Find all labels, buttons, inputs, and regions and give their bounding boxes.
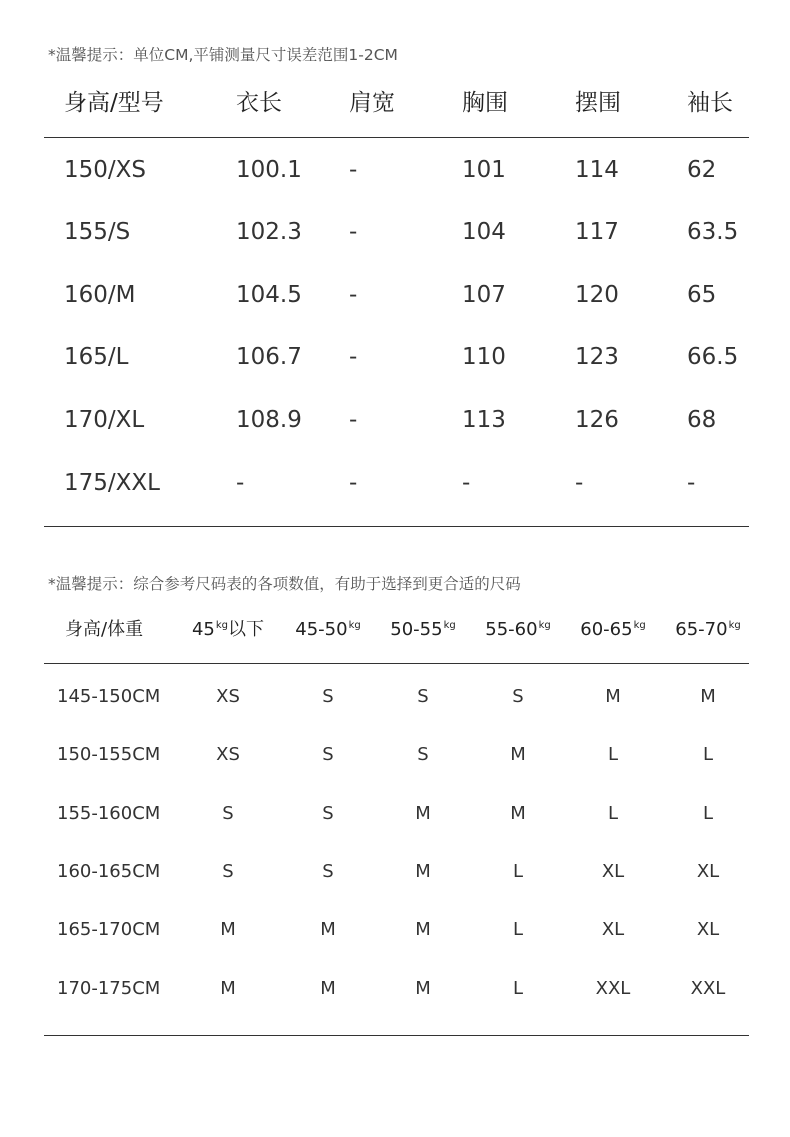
unit-superscript: kg [538, 620, 551, 631]
table-cell: - [462, 470, 471, 496]
size-cell: L [607, 744, 619, 765]
table-cell: - [349, 344, 358, 370]
header-chest: 胸围 [462, 90, 508, 116]
header-hem: 摆围 [575, 90, 621, 116]
size-cell: M [415, 861, 431, 882]
table-cell: 63.5 [687, 219, 739, 245]
header-main-text: 身高/体重 [65, 619, 144, 640]
table-cell: 106.7 [236, 344, 302, 370]
row-size-label: 160/M [64, 282, 136, 308]
row-height-range: 170-175CM [57, 978, 161, 999]
table-cell: 62 [687, 157, 717, 183]
size-cell: XL [696, 919, 720, 940]
table-cell: - [349, 157, 358, 183]
table-cell: - [575, 470, 584, 496]
row-size-label: 165/L [64, 344, 129, 370]
header-length: 衣长 [236, 90, 282, 116]
size-cell: S [417, 744, 429, 765]
size-cell: L [512, 919, 524, 940]
size-cell: S [322, 803, 334, 824]
size-cell: M [320, 978, 336, 999]
table-cell: - [349, 470, 358, 496]
header-shoulder: 肩宽 [349, 90, 395, 116]
size-cell: L [512, 861, 524, 882]
table-cell: 126 [575, 407, 619, 433]
unit-superscript: kg [728, 620, 741, 631]
size-cell: XL [601, 861, 625, 882]
size-cell: L [512, 978, 524, 999]
size-cell: M [415, 803, 431, 824]
size-cell: S [322, 686, 334, 707]
size-note: *温馨提示：单位CM,平铺测量尺寸误差范围1-2CM [48, 46, 398, 64]
header-tail-text: 以下 [228, 619, 265, 640]
row-size-label: 155/S [64, 219, 131, 245]
size-cell: M [320, 919, 336, 940]
size-cell: M [220, 919, 236, 940]
row-height-range: 165-170CM [57, 919, 161, 940]
table-cell: 68 [687, 407, 717, 433]
header-main-text: 45-50 [295, 619, 348, 640]
header-main-text: 60-65 [580, 619, 633, 640]
row-height-range: 145-150CM [57, 686, 161, 707]
size-cell: XXL [690, 978, 726, 999]
size-cell: M [510, 744, 526, 765]
size-cell: XL [601, 919, 625, 940]
table-cell: 120 [575, 282, 619, 308]
size-cell: M [700, 686, 716, 707]
unit-superscript: kg [443, 620, 456, 631]
table-cell: - [349, 282, 358, 308]
size-cell: XS [216, 744, 240, 765]
table-cell: 108.9 [236, 407, 302, 433]
header-60-65kg [580, 621, 645, 639]
table-cell: 100.1 [236, 157, 302, 183]
size-cell: S [222, 861, 234, 882]
header-height-weight [65, 621, 143, 639]
table-cell: 104.5 [236, 282, 302, 308]
table-cell: 66.5 [687, 344, 739, 370]
row-size-label: 150/XS [64, 157, 147, 183]
header-55-60kg [485, 621, 550, 639]
table-cell: 101 [462, 157, 506, 183]
row-size-label: 175/XXL [64, 470, 160, 496]
unit-superscript: kg [215, 620, 229, 631]
table-cell: 110 [462, 344, 506, 370]
header-main-text: 45 [191, 619, 215, 640]
row-height-range: 155-160CM [57, 803, 161, 824]
size-cell: S [417, 686, 429, 707]
unit-superscript: kg [633, 620, 646, 631]
table-cell: 107 [462, 282, 506, 308]
size-cell: S [322, 744, 334, 765]
header-divider [44, 663, 749, 664]
row-size-label: 170/XL [64, 407, 145, 433]
header-sleeve: 袖长 [687, 90, 733, 116]
header-65-70kg [675, 621, 740, 639]
size-cell: L [702, 744, 714, 765]
table-cell: 102.3 [236, 219, 302, 245]
size-cell: L [607, 803, 619, 824]
header-main-text: 65-70 [675, 619, 728, 640]
table-cell: 113 [462, 407, 506, 433]
table-cell: 65 [687, 282, 717, 308]
size-cell: S [512, 686, 524, 707]
table-cell: 104 [462, 219, 506, 245]
table-bottom-divider [44, 1035, 749, 1036]
size-cell: S [322, 861, 334, 882]
header-main-text: 50-55 [390, 619, 443, 640]
table-cell: - [349, 407, 358, 433]
size-cell: M [220, 978, 236, 999]
table-cell: - [687, 470, 696, 496]
recommendation-note: *温馨提示：综合参考尺码表的各项数值，有助于选择到更合适的尺码 [48, 575, 521, 593]
size-cell: XL [696, 861, 720, 882]
size-cell: XS [216, 686, 240, 707]
table-cell: - [236, 470, 245, 496]
size-cell: M [415, 978, 431, 999]
table-cell: - [349, 219, 358, 245]
header-45-50kg [295, 621, 360, 639]
size-cell: XXL [595, 978, 631, 999]
table-cell: 117 [575, 219, 619, 245]
table-cell: 114 [575, 157, 619, 183]
header-50-55kg [390, 621, 455, 639]
size-cell: S [222, 803, 234, 824]
table-cell: 123 [575, 344, 619, 370]
row-height-range: 150-155CM [57, 744, 161, 765]
header-main-text: 55-60 [485, 619, 538, 640]
row-height-range: 160-165CM [57, 861, 161, 882]
size-cell: M [510, 803, 526, 824]
header-height-model: 身高/型号 [64, 90, 164, 116]
header-45kg-below [192, 621, 264, 639]
size-cell: M [415, 919, 431, 940]
size-cell: L [702, 803, 714, 824]
size-cell: M [605, 686, 621, 707]
unit-superscript: kg [348, 620, 361, 631]
